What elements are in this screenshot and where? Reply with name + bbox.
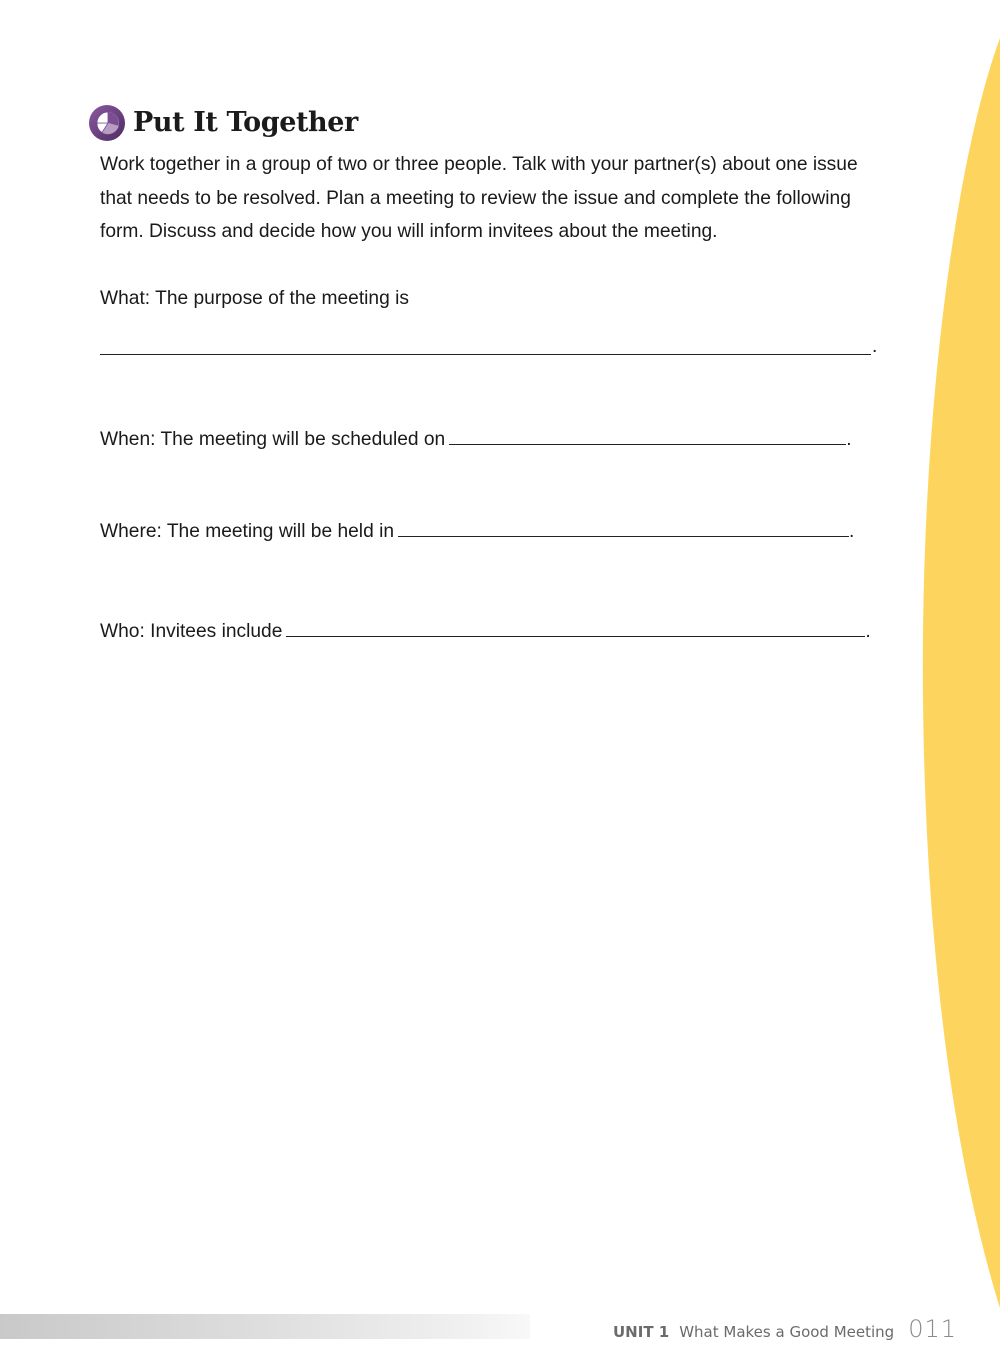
where-label: Where: The meeting will be held in: [100, 521, 395, 542]
section-header: [88, 104, 358, 142]
pie-chart-badge-icon: [88, 104, 126, 142]
who-label: Who: Invitees include: [100, 621, 283, 642]
footer-unit-title: What Makes a Good Meeting: [679, 1323, 895, 1341]
who-line: [100, 618, 871, 645]
when-period: .: [846, 429, 852, 450]
section-title: Put It Together: [133, 107, 358, 138]
footer-gradient-bar: [0, 1314, 530, 1339]
when-line: [100, 426, 852, 453]
what-period: .: [872, 336, 878, 357]
where-line: [100, 518, 854, 545]
what-label: What: The purpose of the meeting is: [100, 288, 409, 309]
when-answer-blank[interactable]: [449, 426, 846, 445]
who-period: .: [865, 621, 871, 642]
what-answer-blank[interactable]: [100, 354, 871, 355]
when-label: When: The meeting will be scheduled on: [100, 429, 446, 450]
footer-running-head: [613, 1315, 957, 1341]
instructions-paragraph: Work together in a group of two or three people. Talk with your partner(s) about one issue that needs to be resolved. Plan a meeting to review the issue and complete the following form. Discuss and decide how you will inform invitees about the meeting.: [100, 154, 858, 242]
who-answer-blank[interactable]: [286, 618, 865, 637]
footer-unit: UNIT 1: [613, 1323, 670, 1341]
where-period: .: [849, 521, 855, 542]
page-number: 011: [908, 1315, 958, 1343]
where-answer-blank[interactable]: [398, 518, 849, 537]
